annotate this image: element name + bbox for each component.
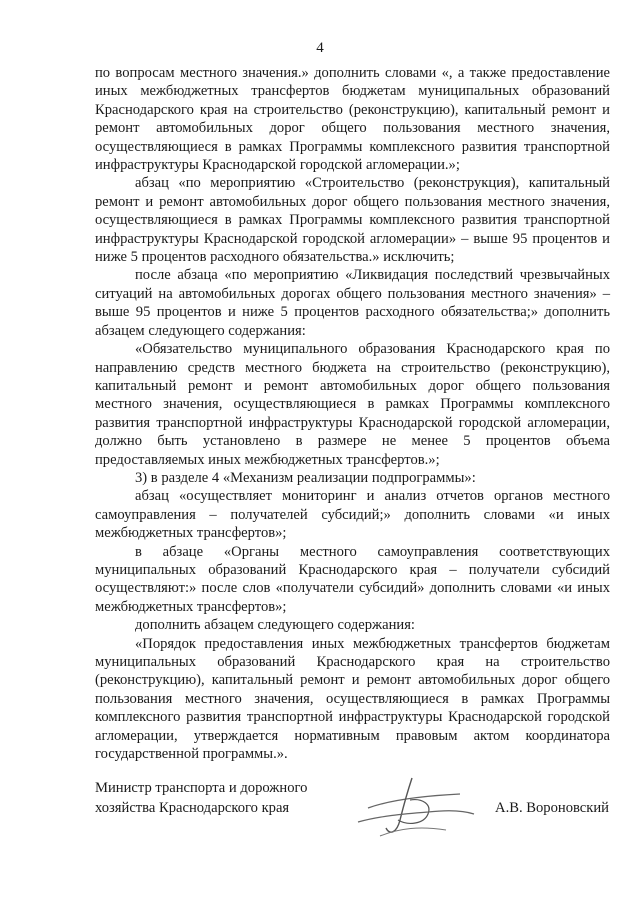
list-item-section-4: 3) в разделе 4 «Механизм реализации подпрограммы»: <box>135 469 476 486</box>
paragraph-continuation: по вопросам местного значения.» дополнить словами «, а также предоставление иных межбюджетных трансфертов бюджетам муниципальных образований Краснодарского края на строительство (реконструкцию), капитальный ремонт и ремонт автомобильных дорог общего пользования местного значения, осуществляющиеся в рамках Программы комплексного развития транспортной инфраструктуры Краснодарской городской агломерации.»; <box>95 65 610 174</box>
handwritten-signature <box>350 770 480 855</box>
paragraph: в абзаце «Органы местного самоуправления соответствующих муниципальных образований Краснодарского края – получатели субсидий осуществляют:» после слов «получатели субсидий» дополнить словами «и иных межбюджетных трансфертов»; <box>95 543 610 615</box>
paragraph: абзац «осуществляет мониторинг и анализ отчетов органов местного самоуправления – получателей субсидий;» дополнить словами «и иных межбюджетных трансфертов»; <box>95 488 610 542</box>
signature-block <box>95 778 615 858</box>
paragraph: дополнить абзацем следующего содержания: <box>135 617 415 634</box>
paragraph: после абзаца «по мероприятию «Ликвидация последствий чрезвычайных ситуаций на автомобильных дорогах общего пользования местного значения» – выше 95 процентов и ниже 5 процентов расходного обязательства;» дополнить абзацем следующего содержания: <box>95 267 610 339</box>
document-body <box>95 64 610 763</box>
page-number: 4 <box>316 40 324 56</box>
paragraph-quote: «Порядок предоставления иных межбюджетных трансфертов бюджетам муниципальных образований Краснодарского края на строительство (реконструкцию), капитальный ремонт и ремонт автомобильных дорог общего пользования местного значения, осуществляющиеся в рамках Программы комплексного развития транспортной инфраструктуры Краснодарской городской агломерации, утверждается нормативным правовым актом координатора государственной программы.». <box>95 635 610 763</box>
signatory-title-line: хозяйства Краснодарского края <box>95 800 290 816</box>
signatory-name: А.В. Вороновский <box>495 800 609 816</box>
signatory-title <box>95 778 335 818</box>
signatory-title-line: Министр транспорта и дорожного <box>95 780 308 796</box>
paragraph-quote: «Обязательство муниципального образования Краснодарского края по направлению средств местного бюджета на строительство (реконструкцию), капитальный ремонт и ремонт автомобильных дорог общего пользования местного значения, осуществляющиеся в рамках Программы комплексного развития транспортной инфраструктуры Краснодарской городской агломерации, должно быть установлено в размере не менее 5 процентов объема предоставляемых иных межбюджетных трансфертов.»; <box>95 341 610 468</box>
paragraph: абзац «по мероприятию «Строительство (реконструкция), капитальный ремонт и ремонт автомобильных дорог общего пользования местного значения, осуществляющиеся в рамках Программы комплексного развития транспортной инфраструктуры Краснодарской городской агломерации» – выше 95 процентов и ниже 5 процентов расходного обязательства.» исключить; <box>95 175 610 266</box>
